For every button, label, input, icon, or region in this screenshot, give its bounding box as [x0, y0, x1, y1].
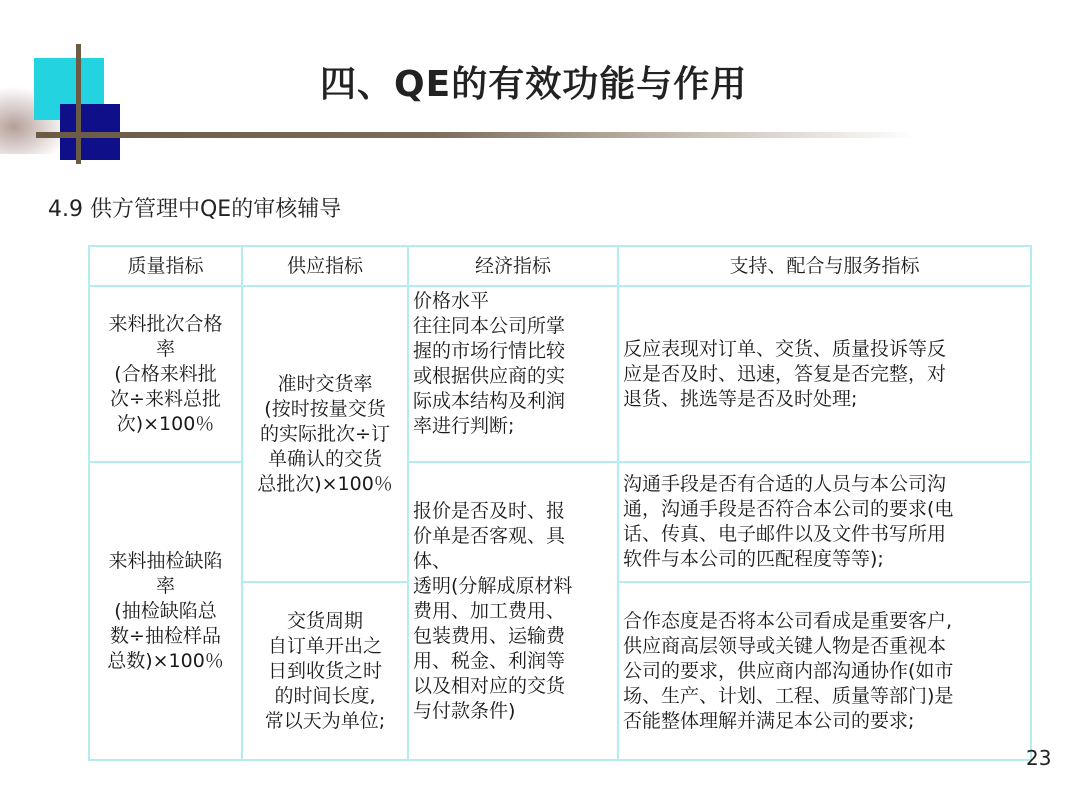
page-number: 23	[1026, 746, 1052, 770]
logo-vertical-rule	[76, 44, 81, 164]
support-item-1: 反应表现对订单、交货、质量投诉等反 应是否及时、迅速，答复是否完整，对 退货、挑选等是否及时处理;	[623, 337, 947, 410]
quality-item-2: 来料抽检缺陷 率 (抽检缺陷总 数÷抽检样品 总数)×100％	[107, 549, 224, 672]
support-cell-1	[618, 286, 1031, 462]
supply-item-2: 交货周期 自订单开出之 日到收货之时 的时间长度, 常以天为单位;	[264, 609, 386, 732]
header-quality: 质量指标	[89, 246, 242, 286]
support-item-3: 合作态度是否将本公司看成是重要客户, 供应商高层领导或关键人物是否重视本 公司的要求，供应商内部沟通协作(如市 场、生产、计划、工程、质量等部门)是 否能整体理解并满足本公司的要求;	[623, 609, 954, 732]
quality-cell-1	[89, 286, 242, 462]
slide-title: 四、QE的有效功能与作用	[320, 64, 748, 105]
table-row	[89, 286, 1031, 462]
economic-cell-2	[408, 462, 618, 760]
section-subtitle: 4.9 供方管理中QE的审核辅导	[48, 197, 342, 222]
economic-item-2: 报价是否及时、报 价单是否客观、具 体、 透明(分解成原材料 费用、加工费用、 包装费用、运输费 用、税金、利润等 以及相对应的交货 与付款条件)	[413, 499, 573, 722]
support-cell-2	[618, 462, 1031, 582]
support-item-2: 沟通手段是否有合适的人员与本公司沟 通，沟通手段是否符合本公司的要求(电 话、传真、电子邮件以及文件书写所用 软件与本公司的匹配程度等等);	[623, 473, 954, 570]
quality-item-1: 来料批次合格 率 (合格来料批 次÷来料总批 次)×100％	[108, 312, 223, 435]
title-underline-rule	[36, 132, 916, 138]
quality-cell-2	[89, 462, 242, 760]
header-economic: 经济指标	[408, 246, 618, 286]
supply-item-1: 准时交货率 (按时按量交货 的实际批次÷订 单确认的交货 总批次)×100％	[257, 372, 393, 495]
header-supply: 供应指标	[242, 246, 408, 286]
economic-item-1: 价格水平 往往同本公司所掌 握的市场行情比较 或根据供应商的实 际成本结构及利润 率进行判断;	[413, 290, 566, 437]
supply-cell-1	[242, 286, 408, 582]
supply-cell-2	[242, 582, 408, 760]
supplier-metrics-table	[88, 245, 1032, 761]
header-support: 支持、配合与服务指标	[618, 246, 1031, 286]
table-header-row	[89, 246, 1031, 286]
economic-cell-1	[408, 286, 618, 462]
support-cell-3	[618, 582, 1031, 760]
table-row	[89, 462, 1031, 582]
